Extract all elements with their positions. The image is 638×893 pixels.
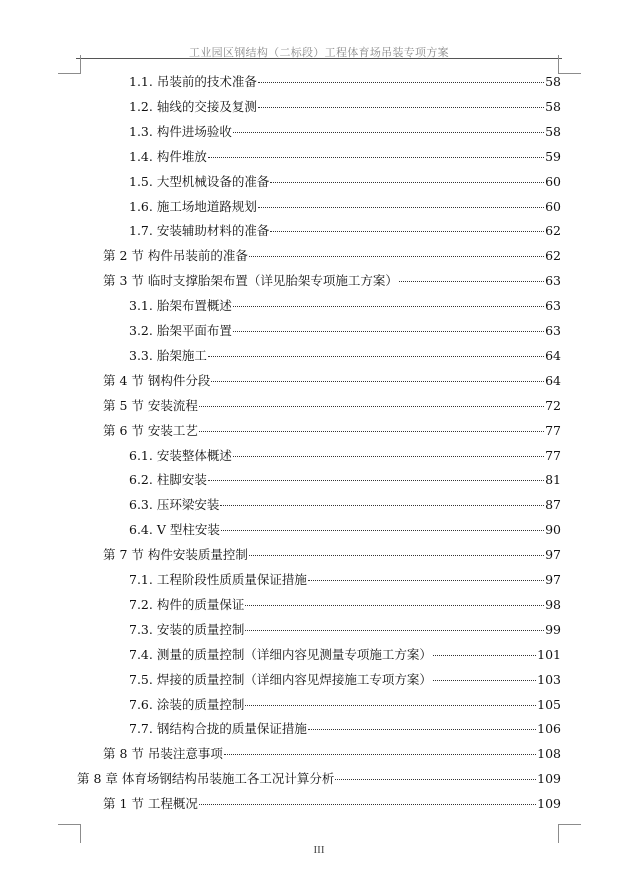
toc-entry[interactable]: [103, 544, 561, 566]
toc-entry-label: 3.2. 胎架平面布置: [129, 323, 232, 338]
toc-entry[interactable]: [129, 171, 561, 193]
toc-entry[interactable]: [103, 743, 561, 765]
toc-entry-label: 6.3. 压环梁安装: [129, 497, 220, 513]
toc-entry[interactable]: [103, 270, 561, 292]
toc-entry-label: 1.5. 大型机械设备的准备: [129, 173, 270, 189]
toc-entry[interactable]: [129, 320, 561, 342]
toc-entry[interactable]: [129, 196, 561, 218]
toc-entry-page: 62: [545, 223, 561, 239]
toc-dot-leader: [270, 182, 544, 183]
toc-dot-leader: [199, 431, 544, 432]
toc-entry-page: 77: [545, 447, 561, 463]
toc-entry[interactable]: [129, 469, 561, 491]
toc-entry-label: 第 8 章 体育场钢结构吊装施工各工况计算分析: [77, 771, 335, 787]
toc-entry-page: 87: [545, 497, 561, 513]
toc-entry-label: 第 1 节 工程概况: [103, 796, 198, 812]
toc-entry-label: 7.7. 钢结构合拢的质量保证措施: [129, 721, 307, 737]
toc-entry-page: 97: [545, 547, 561, 563]
toc-dot-leader: [308, 729, 536, 730]
toc-dot-leader: [258, 207, 544, 208]
toc-entry[interactable]: [129, 669, 561, 691]
toc-entry-page: 103: [537, 671, 561, 687]
toc-dot-leader: [249, 256, 544, 257]
header-rule: [76, 58, 562, 59]
toc-entry-label: 6.2. 柱脚安装: [129, 472, 207, 488]
toc-dot-leader: [233, 456, 544, 457]
toc-entry-label: 第 2 节 构件吊装前的准备: [103, 248, 248, 264]
toc-entry-label: 7.3. 安装的质量控制: [129, 621, 245, 637]
toc-entry-label: 6.4. V 型柱安装: [129, 522, 220, 538]
footer-page-number: III: [313, 844, 325, 856]
toc-entry-page: 59: [545, 148, 561, 164]
corner-mark-bottom-right: [558, 824, 581, 843]
toc-entry-page: 81: [545, 472, 561, 488]
toc-entry-page: 63: [545, 273, 561, 289]
toc-entry[interactable]: [129, 121, 561, 143]
toc-entry-page: 109: [537, 796, 561, 812]
toc-entry[interactable]: [103, 395, 561, 417]
toc-dot-leader: [199, 406, 544, 407]
toc-entry-page: 64: [545, 372, 561, 388]
toc-entry[interactable]: [129, 146, 561, 168]
toc-entry-label: 7.6. 涂装的质量控制: [129, 696, 245, 712]
toc-dot-leader: [249, 555, 544, 556]
toc-entry[interactable]: [129, 569, 561, 591]
toc-entry-label: 第 6 节 安装工艺: [103, 422, 198, 438]
toc-entry-page: 72: [545, 397, 561, 413]
toc-entry-label: 3.1. 胎架布置概述: [129, 298, 232, 314]
toc-entry-label: 1.4. 构件堆放: [129, 148, 207, 164]
toc-entry-page: 60: [545, 173, 561, 189]
toc-dot-leader: [224, 754, 536, 755]
toc-entry[interactable]: [129, 295, 561, 317]
toc-entry-label: 7.4. 测量的质量控制（详细内容见测量专项施工方案）: [129, 646, 432, 662]
toc-entry-label: 1.6. 施工场地道路规划: [129, 198, 257, 214]
toc-entry-label: 第 4 节 钢构件分段: [103, 372, 211, 388]
toc-entry-label: 3.3. 胎架施工: [129, 347, 207, 363]
toc-entry-page: 106: [537, 721, 561, 737]
toc-dot-leader: [270, 231, 544, 232]
toc-entry-page: 58: [545, 123, 561, 139]
toc-entry-page: 97: [545, 572, 561, 587]
toc-entry-page: 62: [545, 248, 561, 264]
toc-entry-label: 1.7. 安装辅助材料的准备: [129, 223, 270, 239]
corner-mark-bottom-left: [58, 824, 81, 843]
toc-dot-leader: [211, 381, 544, 382]
toc-entry-label: 6.1. 安装整体概述: [129, 447, 232, 463]
toc-entry[interactable]: [129, 619, 561, 641]
toc-dot-leader: [221, 530, 544, 531]
toc-dot-leader: [335, 779, 536, 780]
toc-entry-page: 63: [545, 298, 561, 314]
toc-dot-leader: [233, 306, 544, 307]
toc-entry[interactable]: [129, 519, 561, 541]
toc-entry-page: 63: [545, 323, 561, 338]
toc-entry[interactable]: [103, 793, 561, 815]
toc-entry[interactable]: [103, 420, 561, 442]
toc-entry-page: 77: [545, 422, 561, 438]
toc-dot-leader: [233, 331, 544, 332]
toc-dot-leader: [208, 157, 544, 158]
toc-entry-page: 99: [545, 621, 561, 637]
toc-dot-leader: [308, 580, 544, 581]
toc-entry-label: 7.5. 焊接的质量控制（详细内容见焊接施工专项方案）: [129, 671, 432, 687]
toc-entry-label: 第 3 节 临时支撑胎架布置（详见胎架专项施工方案）: [103, 273, 398, 289]
toc-entry-label: 第 7 节 构件安装质量控制: [103, 547, 248, 563]
toc-dot-leader: [399, 281, 544, 282]
toc-entry[interactable]: [103, 245, 561, 267]
toc-dot-leader: [258, 82, 544, 83]
toc-entry[interactable]: [129, 445, 561, 467]
toc-entry-label: 1.3. 构件进场验收: [129, 123, 232, 139]
toc-entry[interactable]: [129, 718, 561, 740]
toc-entry-page: 90: [545, 522, 561, 538]
toc-entry[interactable]: [129, 96, 561, 118]
toc-entry-label: 第 5 节 安装流程: [103, 397, 198, 413]
toc-entry[interactable]: [129, 594, 561, 616]
toc-entry[interactable]: [103, 370, 561, 392]
toc-entry-page: 58: [545, 98, 561, 114]
toc-dot-leader: [233, 132, 544, 133]
toc-entry[interactable]: [129, 71, 561, 93]
toc-entry[interactable]: [129, 345, 561, 367]
toc-entry-page: 98: [545, 596, 561, 612]
toc-dot-leader: [208, 480, 544, 481]
toc-entry-page: 64: [545, 347, 561, 363]
toc-entry-label: 1.2. 轴线的交接及复测: [129, 98, 257, 114]
toc-dot-leader: [433, 655, 536, 656]
toc-dot-leader: [245, 705, 536, 706]
corner-mark-top-right: [558, 55, 581, 74]
toc-entry-label: 1.1. 吊装前的技术准备: [129, 74, 257, 89]
page-header-title: 工业园区钢结构（二标段）工程体育场吊装专项方案: [189, 46, 449, 59]
toc-entry-page: 58: [545, 74, 561, 89]
toc-dot-leader: [245, 605, 544, 606]
toc-entry-page: 101: [537, 646, 561, 662]
toc-dot-leader: [208, 356, 544, 357]
toc-entry-page: 105: [537, 696, 561, 712]
toc-entry-page: 60: [545, 198, 561, 214]
toc-entry[interactable]: [77, 768, 561, 790]
toc-entry[interactable]: [129, 694, 561, 716]
toc-entry[interactable]: [129, 494, 561, 516]
toc-entry-page: 108: [537, 746, 561, 762]
toc-entry-label: 7.2. 构件的质量保证: [129, 596, 245, 612]
toc-dot-leader: [433, 680, 536, 681]
toc-entry-page: 109: [537, 771, 561, 787]
toc-dot-leader: [245, 630, 544, 631]
toc-entry[interactable]: [129, 644, 561, 666]
corner-mark-top-left: [58, 55, 81, 74]
toc-entry-label: 7.1. 工程阶段性质质量保证措施: [129, 572, 307, 587]
toc-entry-label: 第 8 节 吊装注意事项: [103, 746, 223, 762]
toc-dot-leader: [258, 107, 544, 108]
toc-dot-leader: [199, 804, 536, 805]
toc-dot-leader: [220, 505, 544, 506]
toc-entry[interactable]: [129, 220, 561, 242]
